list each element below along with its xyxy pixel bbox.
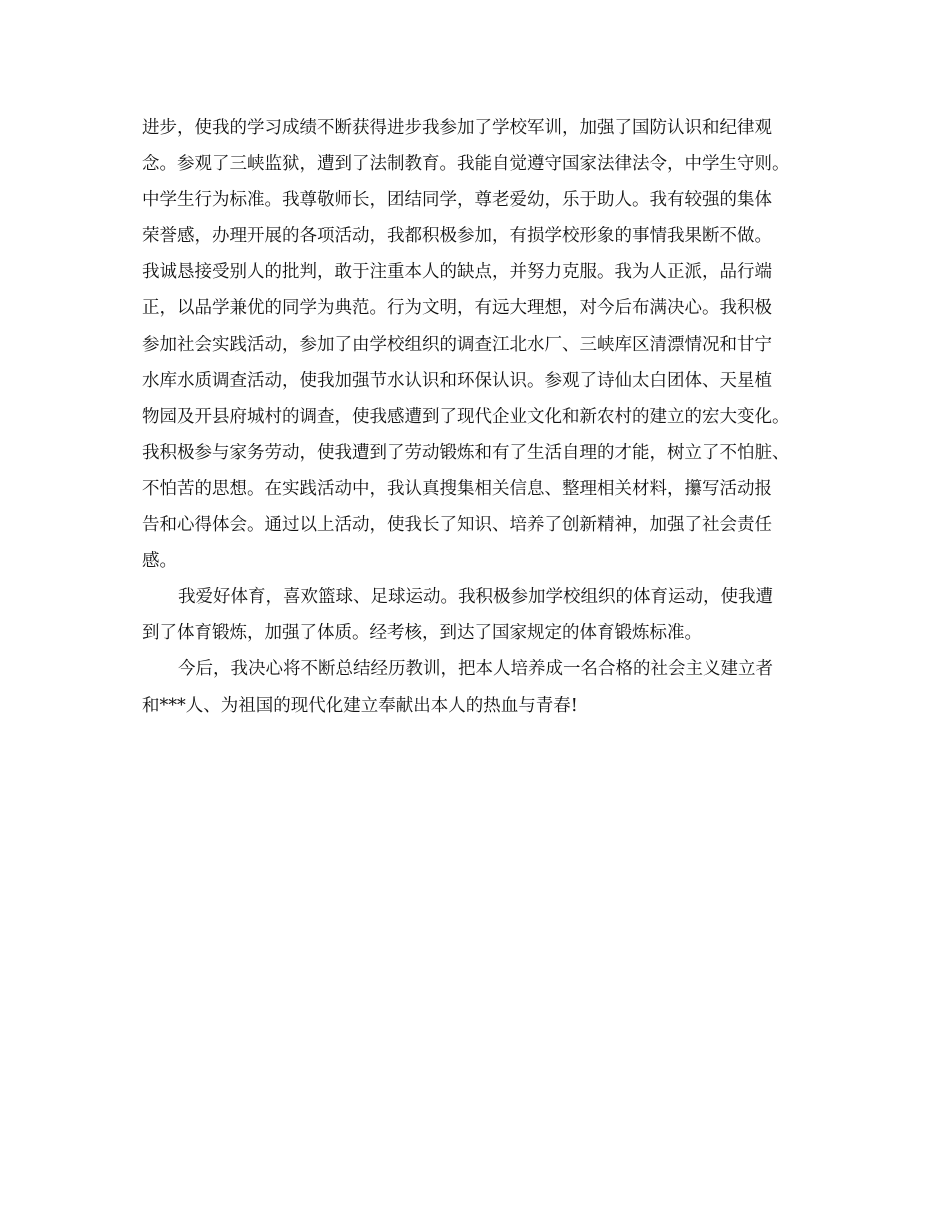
text-line: 参加社会实践活动，参加了由学校组织的调查江北水厂、三峡库区清漂情况和甘宁 (142, 334, 772, 355)
text-line: 我诚恳接受别人的批判，敢于注重本人的缺点，并努力克服。我为人正派，品行端 (142, 262, 772, 283)
text-line: 告和心得体会。通过以上活动，使我长了知识、培养了创新精神，加强了社会责任 (142, 515, 772, 536)
paragraph-start-line: 我爱好体育，喜欢篮球、足球运动。我积极参加学校组织的体育运动，使我遭 (178, 587, 773, 608)
text-line: 我积极参与家务劳动，使我遭到了劳动锻炼和有了生活自理的才能，树立了不怕脏、 (142, 442, 790, 463)
body-text (142, 110, 822, 724)
text-line: 和***人、为祖国的现代化建立奉献出本人的热血与青春! (142, 695, 578, 716)
text-line: 正，以品学兼优的同学为典范。行为文明，有远大理想，对今后布满决心。我积极 (142, 298, 772, 319)
text-line: 不怕苦的思想。在实践活动中，我认真搜集相关信息、整理相关材料，攥写活动报 (142, 478, 772, 499)
text-line: 水库水质调查活动，使我加强节水认识和环保认识。参观了诗仙太白团体、天星植 (142, 370, 772, 391)
text-line: 物园及开县府城村的调查，使我感遭到了现代企业文化和新农村的建立的宏大变化。 (142, 406, 790, 427)
text-line: 中学生行为标准。我尊敬师长，团结同学，尊老爱幼，乐于助人。我有较强的集体 (142, 190, 772, 211)
text-line: 到了体育锻炼，加强了体质。经考核，到达了国家规定的体育锻炼标准。 (142, 623, 702, 644)
text-line: 荣誉感，办理开展的各项活动，我都积极参加，有损学校形象的事情我果断不做。 (142, 226, 772, 247)
text-line: 进步，使我的学习成绩不断获得进步我参加了学校军训，加强了国防认识和纪律观 (142, 118, 772, 138)
text-line: 感。 (142, 551, 177, 572)
text-line: 念。参观了三峡监狱，遭到了法制教育。我能自觉遵守国家法律法令，中学生守则。 (142, 154, 790, 175)
paragraph-start-line: 今后，我决心将不断总结经历教训，把本人培养成一名合格的社会主义建立者 (178, 659, 773, 680)
